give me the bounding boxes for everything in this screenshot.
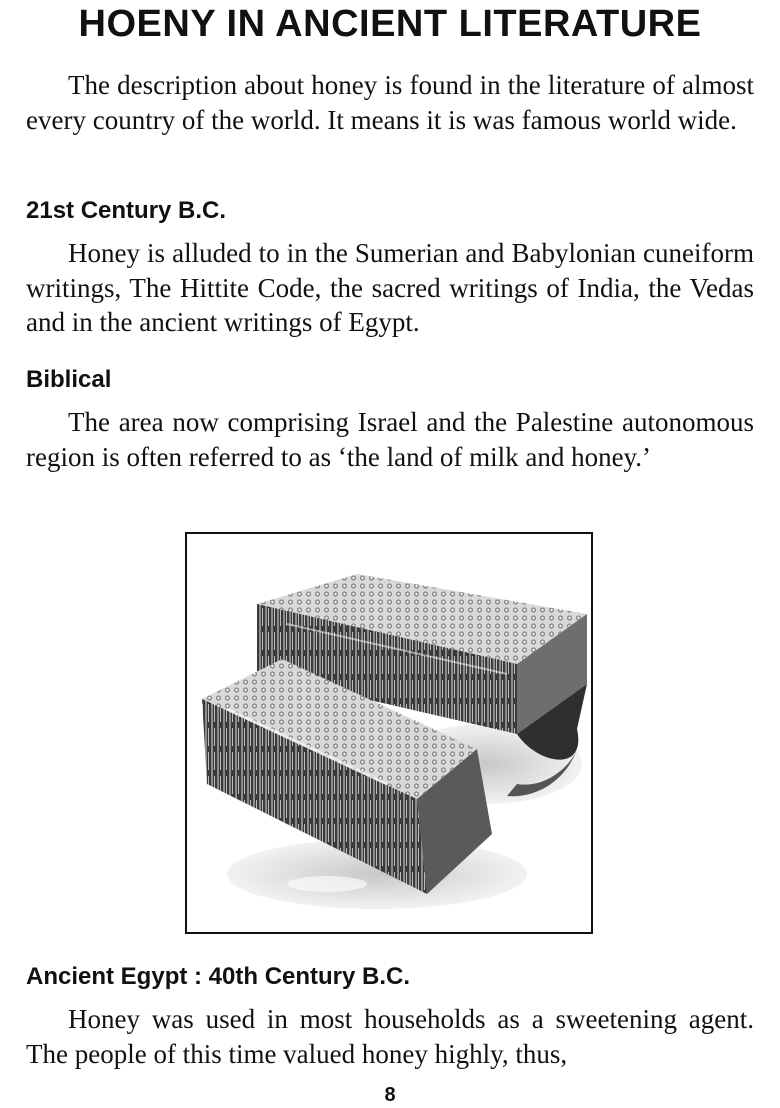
honeycomb-illustration [187, 534, 591, 932]
page-title: HOENY IN ANCIENT LITERATURE [78, 3, 702, 45]
section-heading-ancient-egypt: Ancient Egypt : 40th Century B.C. [26, 963, 411, 990]
page-number: 8 [384, 1084, 396, 1106]
honeycomb-photo [185, 532, 593, 934]
section-body-21st-century: Honey is alluded to in the Sumerian and Babylonian cuneiform writings, The Hittite Code, the sacred writings of India, the Vedas and in the ancient writings of Egypt. [26, 238, 754, 337]
section-heading-biblical: Biblical [26, 366, 112, 393]
intro-paragraph: The description about honey is found in the literature of almost every country of the world. It means it is was famous world wide. [26, 70, 754, 135]
section-body-biblical: The area now comprising Israel and the Palestine autonomous region is often referred to as ‘the land of milk and honey.’ [26, 407, 754, 472]
section-body-ancient-egypt: Honey was used in most households as a sweetening agent. The people of this time valued honey highly, thus, [26, 1004, 754, 1069]
section-heading-21st-century: 21st Century B.C. [26, 197, 227, 224]
